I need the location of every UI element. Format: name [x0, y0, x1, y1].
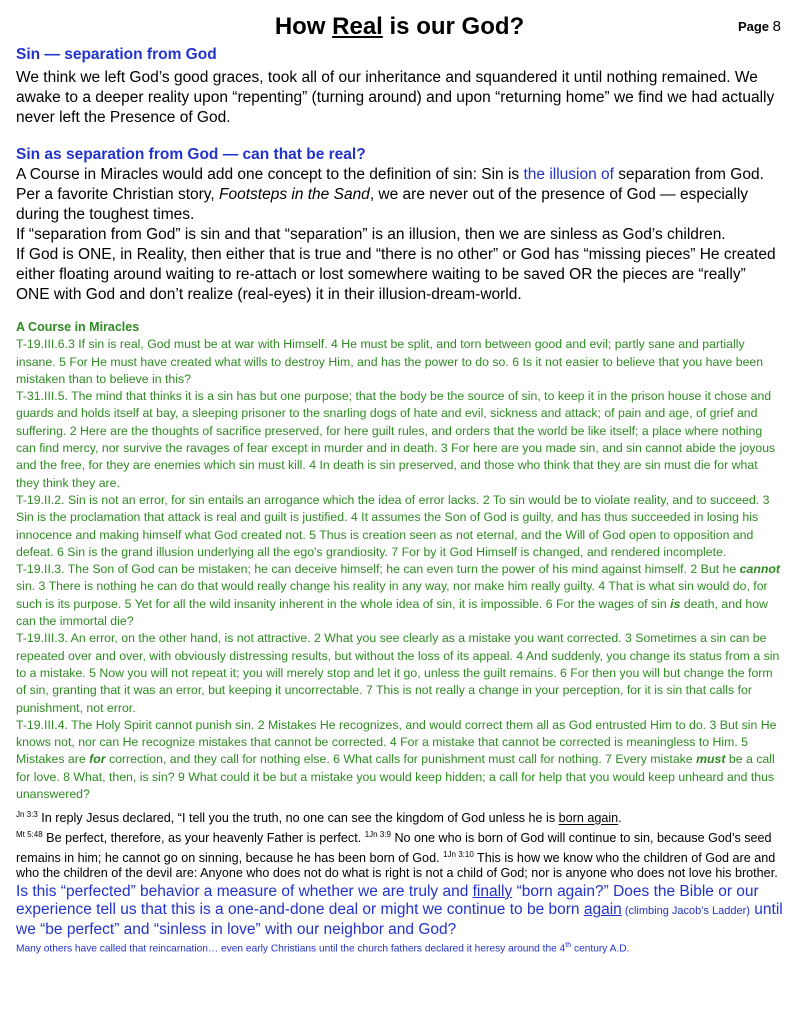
- question-aside: (climbing Jacob’s Ladder): [621, 905, 750, 918]
- p1-blue-phrase: the illusion of: [523, 166, 614, 183]
- acim-quote-5: T-19.III.3. An error, on the other hand, is not attractive. 2 What you see clearly as a mistake you want corrected. 3 Sometimes a sin can be repeated over and over, with obviously distressing results, but without the loss of its appeal. 4 And suddenly, you change its status from a sin to a mistake. 5 Now you will not repeat it; you will merely stop and let it go, unless the guilt remains. 6 For then you will but change the form of sin, granting that it was an error, but keeping it uncorrectable. 7 This is not really a change in your perception, for it is sin that calls for punishment, not error.: [16, 631, 780, 715]
- footnote: [16, 940, 783, 955]
- question-underlined-finally: finally: [472, 882, 513, 900]
- p1-part-b: separation from God. Per a favorite Christian story,: [16, 166, 764, 203]
- acim-quote-1: T-19.III.6.3 If sin is real, God must be at war with Himself. 4 He must be split, and torn between good and evil; partly sane and partially insane. 5 For He must have created what wills to destroy Him, and has the power to do so. 6 Is it not easier to believe that you have been mistaken than to believe in this?: [16, 337, 764, 386]
- acim-quote-6: [16, 717, 783, 803]
- page-number-value: 8: [772, 18, 781, 35]
- acim-quote-4: [16, 561, 783, 630]
- verse-1-underlined: born again: [558, 811, 619, 826]
- header: [16, 12, 783, 42]
- q6-emphasis-2: must: [696, 752, 726, 767]
- verse-1-end: .: [618, 811, 622, 826]
- section2-paragraph-1: [16, 165, 783, 225]
- verse-ref-jn-3-3: Jn 3:3: [16, 810, 38, 820]
- question-underlined-again: again: [583, 901, 622, 919]
- question-part-b: “born again?” Does the Bible or our experience tell us that this is a one-and-done deal or might we continue to be born: [16, 882, 759, 919]
- q6-part-c: be a call for love. 8 What, then, is sin? 9 What could it be but a mistake you would keep hidden; a call for help that you would keep unheard and thus unanswered?: [16, 752, 775, 802]
- verse-ref-mt-5-48: Mt 5:48: [16, 830, 43, 839]
- q4-emphasis-2: is: [670, 596, 681, 611]
- question-part-a: Is this “perfected” behavior a measure of whether we are truly and: [16, 882, 473, 900]
- section2-heading: Sin as separation from God — can that be real?: [16, 146, 366, 163]
- p1-italic-title: Footsteps in the Sand: [219, 186, 370, 203]
- title-underlined-word: Real: [332, 13, 383, 40]
- bible-verse-1: [16, 807, 783, 827]
- closing-question: [16, 883, 783, 940]
- section1-text: We think we left God’s good graces, took all of our inheritance and squandered it until nothing remained. We awake to a deeper reality upon “repenting” (turning around) and upon “returning home” we find we had actually never left the Presence of God.: [16, 69, 775, 126]
- q6-part-a: T-19.III.4. The Holy Spirit cannot punish sin. 2 Mistakes He recognizes, and would correct them all as God entrusted Him to do. 3 But sin He knows not, nor can He recognize mistakes that cannot be corrected. 4 For a mistake that cannot be corrected is meaningless to Him. 5 Mistakes are: [16, 717, 777, 767]
- bible-verses: [16, 807, 783, 882]
- acim-quotes: [16, 319, 783, 803]
- verse-ref-1jn-3-10: 1Jn 3:10: [443, 849, 474, 859]
- acim-quote-3: T-19.II.2. Sin is not an error, for sin entails an arrogance which the idea of error lacks. 2 To sin would be to violate reality, and to succeed. 3 Sin is the proclamation that attack is real and guilt is justified. 4 It assumes the Son of God is guilty, and has thus succeeded in losing his innocence and making himself what God created not. 5 Thus is creation seen as not eternal, and the Will of God open to opposition and defeat. 6 Sin is the grand illusion underlying all the ego's grandiosity. 7 For by it God Himself is changed, and rendered incomplete.: [16, 492, 770, 559]
- p1-part-c: , we are never out of the presence of God — especially during the toughest times.: [16, 186, 749, 223]
- page-title: [16, 12, 783, 42]
- page-number: [738, 18, 781, 35]
- footnote-part-a: Many others have called that reincarnation… even early Christians until the church fathers declared it heresy around the 4: [16, 943, 566, 955]
- verse-4-text: This is how we know who the children of God are and who the children of the devil are: Anyone who does not do what is right is not a child of God; nor is anyone who does not love his brother.: [16, 850, 778, 881]
- section2-paragraph-2: If “separation from God” is sin and that “separation” is an illusion, then we are sinless as God’s children.: [16, 226, 726, 243]
- q4-part-a: T-19.II.3. The Son of God can be mistaken; he can deceive himself; he can even turn the power of his mind against himself. 2 But he: [16, 562, 740, 577]
- verse-ref-1jn-3-9: 1Jn 3:9: [364, 830, 391, 839]
- q4-part-c: death, and how can the immortal die?: [16, 596, 768, 629]
- footnote-part-b: century A.D.: [571, 943, 630, 955]
- verse-1-text: In reply Jesus declared, “I tell you the truth, no one can see the kingdom of God unless he is: [41, 811, 559, 826]
- section1-heading: Sin — separation from God: [16, 46, 217, 63]
- q6-emphasis: for: [89, 752, 106, 767]
- q4-part-b: sin. 3 There is nothing he can do that would really change his reality in any way, nor make him really guilty. 4 That is what sin would do, for such is its purpose. 5 Yet for all the wild insanity inherent in the whole idea of sin, it is impossible. 6 For the wages of sin: [16, 579, 768, 611]
- p1-part-a: A Course in Miracles would add one concept to the definition of sin: Sin is: [16, 166, 524, 183]
- verse-2-text: Be perfect, therefore, as your heavenly Father is perfect.: [42, 831, 365, 846]
- verse-3-text: No one who is born of God will continue to sin, because God’s seed remains in him; he cannot go on sinning, because he has been born of God.: [16, 831, 772, 865]
- acim-title: A Course in Miracles: [16, 320, 140, 334]
- footnote-superscript: th: [565, 942, 572, 950]
- document-page: [16, 12, 783, 956]
- title-pre: How: [274, 13, 333, 40]
- q6-part-b: correction, and they call for nothing else. 6 What calls for punishment must call for nothing. 7 Every mistake: [105, 752, 697, 767]
- acim-quote-2: T-31.III.5. The mind that thinks it is a sin has but one purpose; that the body be the source of sin, to keep it in the prison house it chose and guards and holds itself at bay, a sleeping prisoner to the snarling dogs of hate and evil, sickness and attack; of pain and age, of grief and suffering. 2 Here are the thoughts of sacrifice preserved, for here guilt rules, and orders that the world be like itself; a place where nothing can find mercy, nor survive the ravages of fear except in murder and in death. 3 For here are you made sin, and sin cannot abide the joyous and the free, for they are enemies which sin must kill. 4 In death is sin preserved, and those who think that they are sin must die for what they think they are.: [16, 389, 776, 490]
- q4-emphasis: cannot: [739, 562, 780, 577]
- page-label: Page: [737, 19, 773, 34]
- question-part-c: until we “be perfect” and “sinless in love” with our neighbor and God?: [16, 901, 783, 938]
- section2-paragraph-3: If God is ONE, in Reality, then either that is true and “there is no other” or God has “missing pieces” He created either floating around waiting to re-attach or lost somewhere waiting to be saved OR the pieces are “really” ONE with God and don’t realize (real-eyes) it in their illusion-dream-world.: [16, 246, 776, 303]
- title-post: is our God?: [382, 13, 525, 40]
- bible-verses-2-4: [16, 827, 783, 882]
